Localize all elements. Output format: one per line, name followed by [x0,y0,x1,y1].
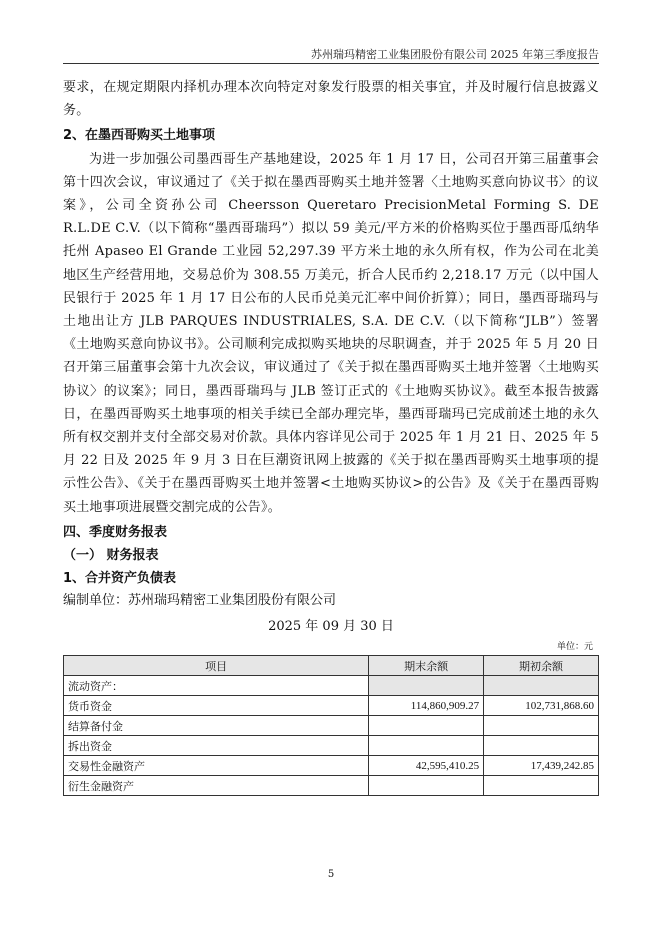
begin-balance-cell: 102,731,868.60 [484,696,599,716]
paragraph-continuation: 要求，在规定期限内择机办理本次向特定对象发行股票的相关事宜，并及时履行信息披露义务。 [63,80,599,119]
report-date: 2025 年 09 月 30 日 [268,619,394,635]
table-row [64,716,599,736]
row-label: 货币资金 [64,696,369,716]
section-heading-financial-statements: 四、季度财务报表 [63,524,168,540]
header-divider [63,63,599,64]
table-row [64,776,599,796]
table-header-row [64,656,599,676]
row-label: 拆出资金 [64,736,369,756]
report-header: 苏州瑞玛精密工业集团股份有限公司 2025 年第三季度报告 [311,48,599,61]
end-balance-cell: 42,595,410.25 [369,756,484,776]
row-label: 流动资产： [64,676,369,696]
subsection-heading-statements: （一） 财务报表 [63,548,159,564]
table-row [64,756,599,776]
row-label: 交易性金融资产 [64,756,369,776]
end-balance-cell [369,736,484,756]
table-row [64,696,599,716]
begin-balance-cell [484,736,599,756]
column-header-end-balance: 期末余额 [369,656,484,676]
end-balance-cell [369,676,484,696]
end-balance-cell [369,716,484,736]
end-balance-cell [369,776,484,796]
row-label: 结算备付金 [64,716,369,736]
begin-balance-cell [484,716,599,736]
page-number: 5 [327,869,335,880]
page-content [63,76,599,796]
balance-sheet-table [63,655,599,796]
begin-balance-cell [484,676,599,696]
begin-balance-cell: 17,439,242.85 [484,756,599,776]
begin-balance-cell [484,776,599,796]
section-heading-mexico-land: 2、在墨西哥购买土地事项 [63,128,216,144]
end-balance-cell: 114,860,909.27 [369,696,484,716]
column-header-item: 项目 [64,656,369,676]
paragraph-mexico-land: 为进一步加强公司墨西哥生产基地建设，2025 年 1 月 17 日，公司召开第三届董事会第十四次会议，审议通过了《关于拟在墨西哥购买土地并签署〈土地购买意向协议书〉的议案》，公司全资孙公司 Cheersson Queretaro PrecisionMetal Forming S. DE R.L.DE C.V.（以下简称“墨西哥瑞玛”）拟以 59 美元/平方米的价格购买位于墨西哥瓜纳华托州 Apaseo El Grande 工业园 52,297.39 平方米土地的永久所有权，作为公司在北美地区生产经营用地，交易总价为 308.55 万美元，折合人民币约 2,218.17 万元（以中国人民银行于 2025 年 1 月 17 日公布的人民币兑美元汇率中间价折算）；同日，墨西哥瑞玛与土地出让方 JLB PARQUES INDUSTRIALES, S.A. DE C.V.（以下简称“JLB”）签署《土地购买意向协议书》。公司顺利完成拟购买地块的尽职调查，并于 2025 年 5 月 20 日召开第三届董事会第十九次会议，审议通过了《关于拟在墨西哥购买土地并签署〈土地购买协议〉的议案》；同日，墨西哥瑞玛与 JLB 签订正式的《土地购买协议》。截至本报告披露日，在墨西哥购买土地事项的相关手续已全部办理完毕，墨西哥瑞玛已完成前述土地的永久所有权交割并支付全部交易对价款。具体内容详见公司于 2025 年 1 月 21 日、2025 年 5 月 22 日及 2025 年 9 月 3 日在巨潮资讯网上披露的《关于拟在墨西哥购买土地事项的提示性公告》、《关于在墨西哥购买土地并签署<土地购买协议>的公告》及《关于在墨西哥购买土地事项进展暨交割完成的公告》。 [63,151,599,515]
subsection-heading-balance-sheet: 1、合并资产负债表 [63,571,177,587]
currency-unit: 单位：元 [556,642,593,653]
table-row [64,736,599,756]
prepared-by: 编制单位：苏州瑞玛精密工业集团股份有限公司 [63,593,337,609]
column-header-begin-balance: 期初余额 [484,656,599,676]
row-label: 衍生金融资产 [64,776,369,796]
table-row [64,676,599,696]
